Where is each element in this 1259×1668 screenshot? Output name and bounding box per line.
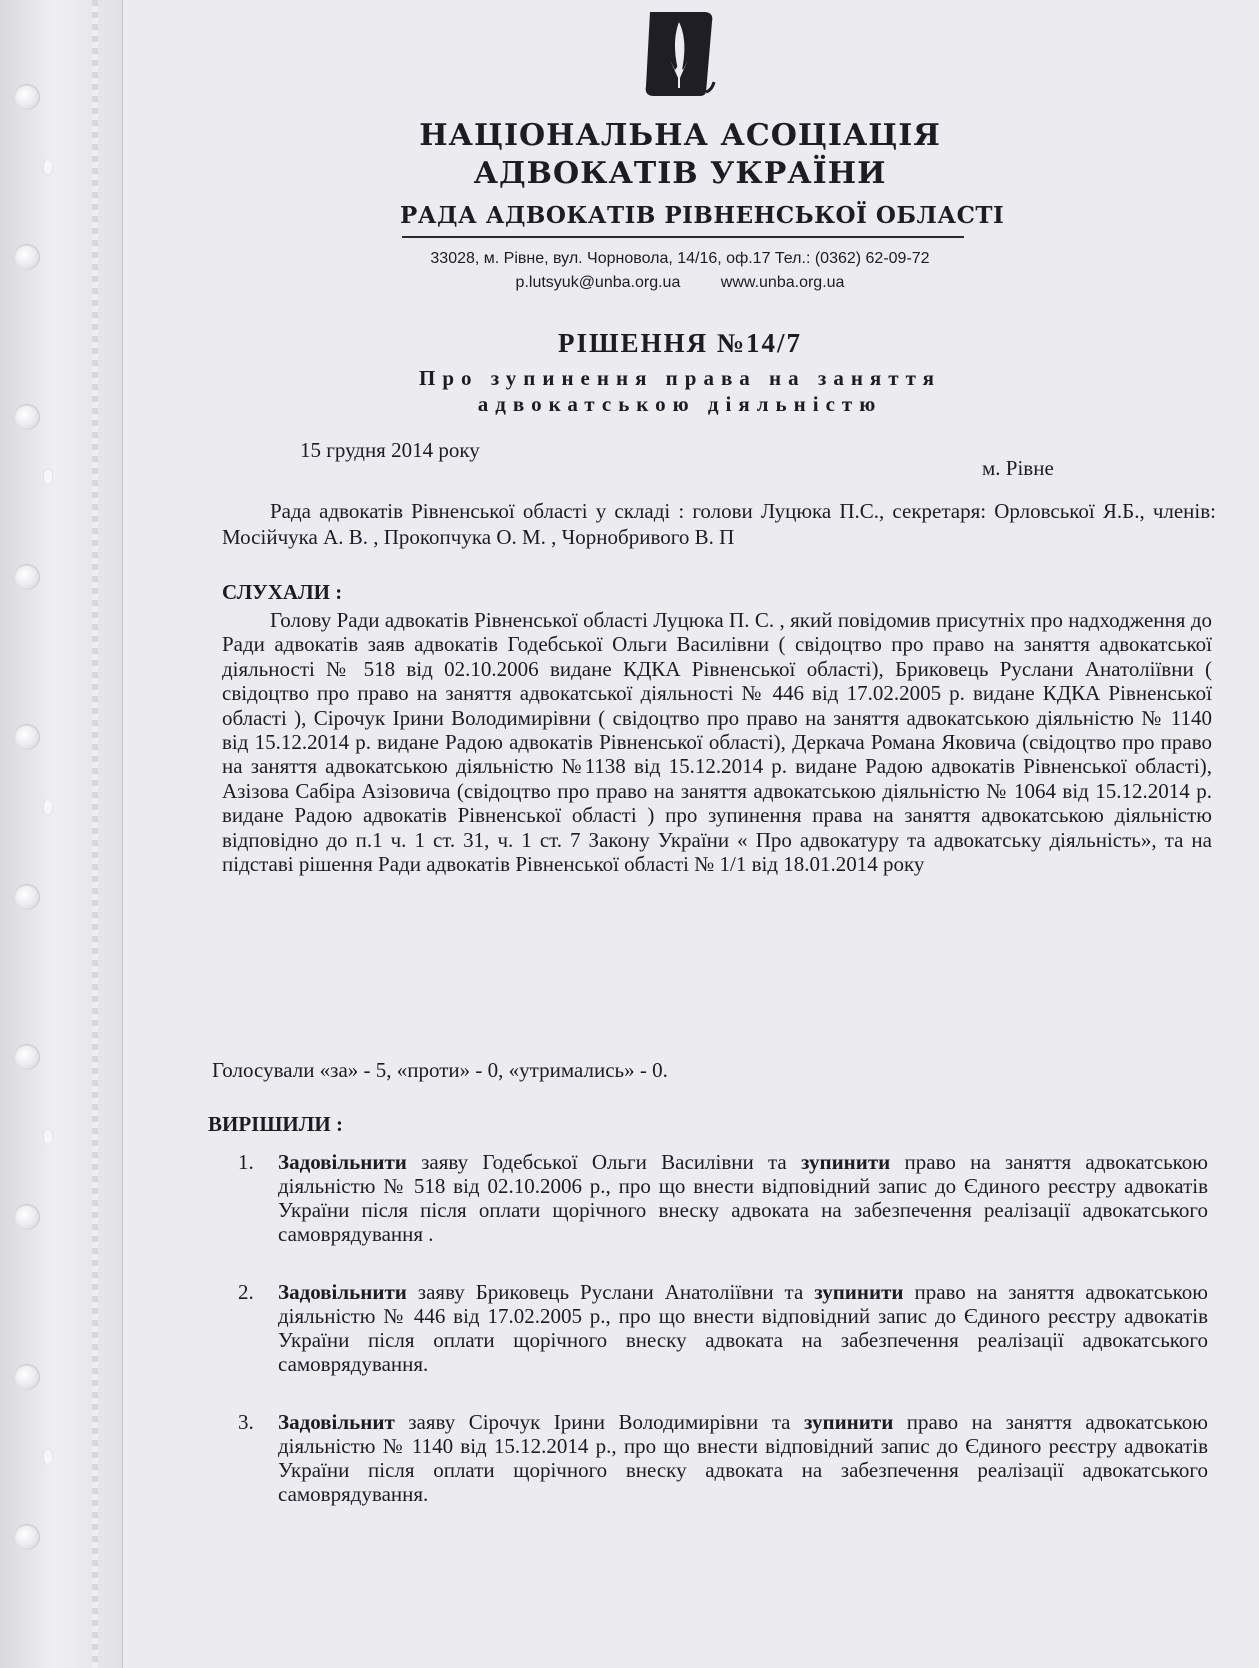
decision-city: м. Рівне	[982, 456, 1054, 480]
heard-heading: СЛУХАЛИ :	[222, 580, 343, 604]
decision-item	[238, 1280, 1208, 1376]
council-name: РАДА АДВОКАТІВ РІВНЕНСЬКОЇ ОБЛАСТІ	[400, 202, 1005, 229]
decision-title: РІШЕННЯ №14/7	[557, 328, 803, 358]
decision-text	[278, 1280, 1208, 1376]
decision-text	[278, 1150, 1208, 1246]
decision-item	[238, 1410, 1208, 1506]
decision-text	[278, 1410, 1208, 1506]
decision-verb: Задовільнити	[278, 1150, 407, 1174]
decision-number: 3.	[238, 1410, 254, 1434]
header-divider	[402, 236, 964, 238]
decision-verb: Задовільнит	[278, 1410, 395, 1434]
decision-part2: право на заняття адвокатською діяльністю № 518 від 02.10.2006 р., про що внести відповідний запис до Єдиного реєстру адвокатів України після після оплати щорічного внеску адвоката на забезпечення реалізації адвокатського самоврядування .	[278, 1150, 1208, 1246]
unba-logo-icon	[640, 8, 718, 98]
vote-result: Голосували «за» - 5, «проти» - 0, «утримались» - 0.	[212, 1058, 668, 1082]
decision-part1: заяву Годебської Ольги Василівни та	[406, 1150, 801, 1174]
decision-subtitle-line2: адвокатською діяльністю	[477, 392, 883, 416]
heard-paragraph: Голову Ради адвокатів Рівненської області Луцюка П. С. , який повідомив присутніх про надходження до Ради адвокатів заяв адвокатів Годебської Ольги Василівни ( свідоцтво про право на заняття адвокатської діяльності № 518 від 02.10.2006 видане КДКА Рівненської області), Бриковець Руслани Анатоліївни ( свідоцтво про право на заняття адвокатської діяльності № 446 від 17.02.2005 р. видане КДКА Рівненської області ), Сірочук Ірини Володимирівни ( свідоцтво про право на заняття адвокатською діяльністю № 1140 від 15.12.2014 р. видане Радою адвокатів Рівненської області), Деркача Романа Яковича (свідоцтво про право на заняття адвокатською діяльністю №1138 від 15.12.2014 р. видане Радою адвокатів Рівненської області), Азізова Сабіра Азізовича (свідоцтво про право на заняття адвокатською діяльністю № 1064 від 15.12.2014 р. видане Радою адвокатів Рівненської області ) про зупинення права на заняття адвокатською діяльністю відповідно до п.1 ч. 1 ст. 31, ч. 1 ст. 7 Закону України « Про адвокатуру та адвокатську діяльність», та на підставі рішення Ради адвокатів Рівненської області № 1/1 від 18.01.2014 року	[222, 608, 1212, 877]
org-name-line2: АДВОКАТІВ УКРАЇНИ	[473, 156, 887, 191]
decision-action: зупинити	[803, 1410, 894, 1434]
contact-line	[390, 274, 970, 292]
decision-item	[238, 1150, 1208, 1246]
decision-number: 1.	[238, 1150, 254, 1174]
decision-part1: заяву Сірочук Ірини Володимирівни та	[394, 1410, 804, 1434]
address-line: 33028, м. Рівне, вул. Чорновола, 14/16, оф.17 Тел.: (0362) 62-09-72	[430, 250, 930, 267]
decision-part2: право на заняття адвокатською діяльністю № 446 від 17.02.2005 р., про що внести відповідний запис до Єдиного реєстру адвокатів України після оплати щорічного внеску адвоката на забезпечення реалізації адвокатського самоврядування.	[278, 1280, 1208, 1376]
decided-heading: ВИРІШИЛИ :	[208, 1112, 343, 1136]
decision-action: зупинити	[814, 1280, 904, 1304]
decision-date: 15 грудня 2014 року	[300, 438, 480, 462]
email-link[interactable]: p.lutsyuk@unba.org.ua	[515, 274, 681, 291]
website-link[interactable]: www.unba.org.ua	[720, 274, 845, 291]
decision-part2: право на заняття адвокатською діяльністю № 1140 від 15.12.2014 р., про що внести відповідний запис до Єдиного реєстру адвокатів України після оплати щорічного внеску адвоката на забезпечення реалізації адвокатського самоврядування.	[278, 1410, 1208, 1506]
decision-part1: заяву Бриковець Руслани Анатоліївни та	[406, 1280, 815, 1304]
council-composition: Рада адвокатів Рівненської області у складі : голови Луцюка П.С., секретаря: Орловської Я.Б., членів: Мосійчука А. В. , Прокопчука О. М. , Чорнобривого В. П	[222, 499, 1216, 549]
org-name-line1: НАЦІОНАЛЬНА АСОЦІАЦІЯ	[419, 118, 941, 153]
decision-subtitle-line1: Про зупинення права на заняття	[418, 366, 942, 390]
decision-verb: Задовільнити	[278, 1280, 407, 1304]
decision-number: 2.	[238, 1280, 254, 1304]
decision-action: зупинити	[800, 1150, 891, 1174]
